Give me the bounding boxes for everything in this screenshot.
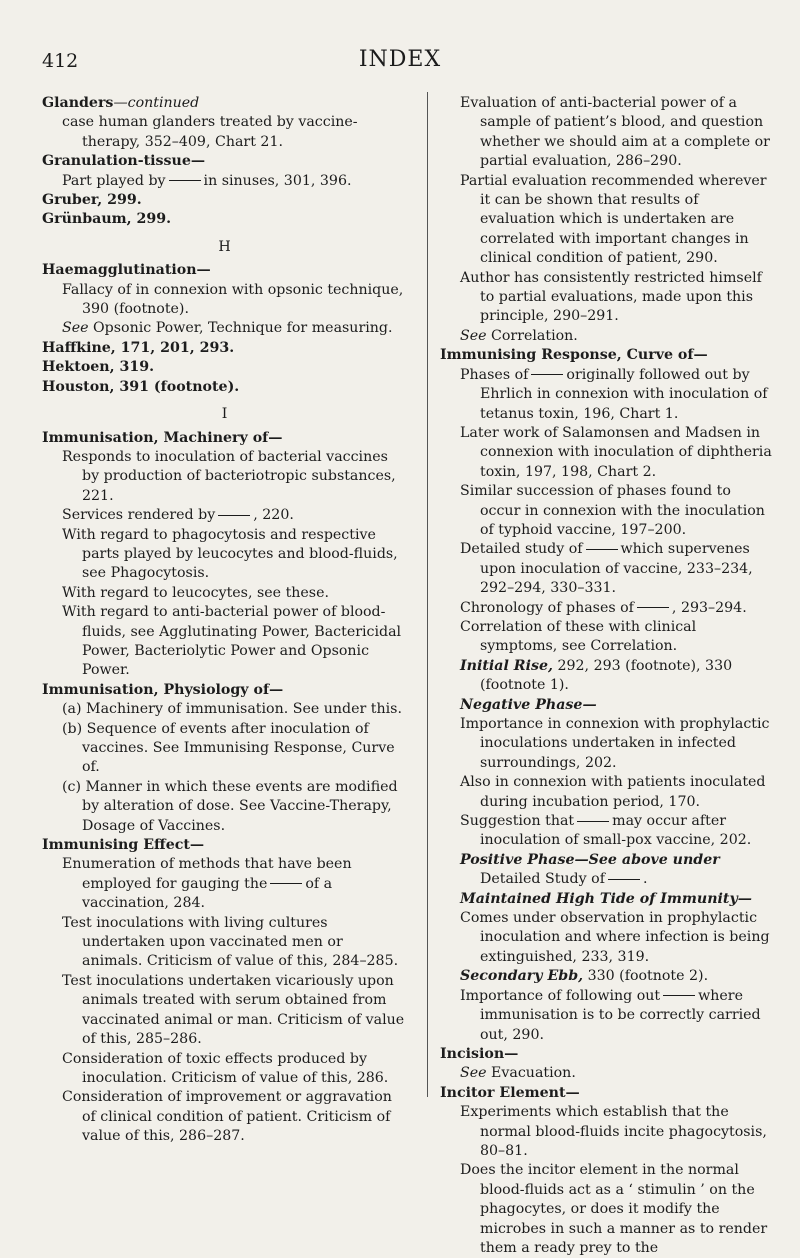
entry-text: Phases of bbox=[460, 366, 529, 383]
index-subentry bbox=[460, 172, 773, 269]
entry-text: Evacuation. bbox=[491, 1065, 576, 1082]
index-subentry bbox=[62, 172, 407, 191]
entry-text: may occur after inoculation of small-pox vaccine, 202. bbox=[480, 813, 752, 849]
entry-text: Chronology of phases of bbox=[460, 599, 634, 616]
entry-text: (a) Machinery of immunisation. See under this. bbox=[62, 701, 402, 718]
entry-text: Consideration of toxic effects produced by inoculation. Criticism of value of this, 286. bbox=[62, 1050, 389, 1086]
entry-text: Enumeration of methods that have been employed for gauging the bbox=[62, 856, 352, 892]
index-subentry bbox=[460, 482, 773, 540]
index-subheading: Positive Phase—See above under Detailed Study of . bbox=[460, 851, 720, 888]
entry-text: Immunising Response, Curve of— bbox=[440, 347, 708, 364]
index-subentry bbox=[62, 281, 407, 320]
entry-text: Gruber, 299. bbox=[42, 192, 142, 209]
index-subentry bbox=[460, 812, 773, 851]
index-subentry bbox=[460, 94, 773, 172]
entry-text: Part played by bbox=[62, 172, 166, 189]
entry-text: Suggestion that bbox=[460, 813, 575, 830]
index-subheading bbox=[460, 696, 773, 715]
entry-text: Immunisation, Physiology of— bbox=[42, 681, 284, 698]
index-subentry bbox=[62, 720, 407, 778]
index-heading bbox=[440, 1045, 773, 1064]
entry-text: Hektoen, 319. bbox=[42, 359, 155, 376]
index-subentry bbox=[460, 715, 773, 773]
index-subentry bbox=[62, 778, 407, 836]
entry-text: Consideration of improvement or aggravation of clinical condition of patient. Criticism of value of this, 286–287. bbox=[62, 1089, 392, 1145]
index-subentry bbox=[62, 1088, 407, 1146]
entry-text: Responds to inoculation of bacterial vaccines by production of bacteriotropic substances, 221. bbox=[62, 448, 396, 504]
ditto-dash bbox=[218, 515, 250, 516]
entry-text: Partial evaluation recommended wherever it can be shown that results of evaluation which is undertaken are correlated with important changes in clinical condition of patient, 290. bbox=[460, 172, 767, 267]
entry-text: See bbox=[62, 320, 89, 337]
entry-text: Fallacy of in connexion with opsonic technique, 390 (footnote). bbox=[62, 281, 404, 318]
entry-text: Importance of following out bbox=[460, 987, 661, 1004]
entry-text: With regard to leucocytes, see these. bbox=[62, 584, 329, 601]
entry-text: Incision— bbox=[440, 1045, 519, 1062]
index-heading bbox=[42, 339, 407, 358]
index-heading bbox=[42, 378, 407, 397]
entry-text: Initial Rise, bbox=[460, 657, 553, 674]
right-column bbox=[440, 94, 773, 1258]
index-subentry bbox=[460, 424, 773, 482]
entry-text: Granulation-tissue— bbox=[42, 153, 206, 170]
index-subentry bbox=[62, 1050, 407, 1089]
index-subentry bbox=[62, 113, 407, 152]
entry-text: Later work of Salamonsen and Madsen in connexion with inoculation of diphtheria toxin, 197, 198, Chart 2. bbox=[460, 424, 772, 480]
index-subentry bbox=[460, 269, 773, 327]
index-subentry bbox=[62, 584, 407, 603]
index-heading bbox=[42, 261, 407, 280]
entry-text: With regard to anti-bacterial power of blood-fluids, see Agglutinating Power, Bactericidal Power, Bacteriolytic Power and Opsonic Power. bbox=[62, 604, 402, 679]
entry-text: originally followed out by Ehrlich in connexion with inoculation of tetanus toxin, 196, Chart 1. bbox=[480, 366, 768, 422]
index-cross-reference bbox=[460, 1064, 773, 1083]
entry-text: case human glanders treated by vaccine-therapy, 352–409, Chart 21. bbox=[62, 114, 358, 150]
ditto-dash bbox=[637, 607, 669, 608]
entry-text: Maintained High Tide of Immunity— bbox=[460, 890, 752, 907]
entry-text: , 293–294. bbox=[671, 599, 747, 616]
index-subentry bbox=[460, 773, 773, 812]
index-subheading bbox=[460, 890, 773, 909]
page-number: 412 bbox=[42, 50, 79, 72]
ditto-dash bbox=[663, 995, 695, 996]
index-subentry bbox=[460, 1161, 773, 1258]
index-subentry bbox=[460, 1103, 773, 1161]
index-heading bbox=[42, 210, 407, 229]
entry-text: Test inoculations with living cultures undertaken upon vaccinated men or animals. Criticism of value of this, 284–285. bbox=[62, 914, 399, 970]
index-subentry bbox=[460, 987, 773, 1045]
index-subentry bbox=[62, 506, 407, 525]
index-subentry bbox=[62, 526, 407, 584]
index-subentry bbox=[62, 448, 407, 506]
index-heading bbox=[42, 94, 407, 113]
entry-text: Comes under observation in prophylactic inoculation and where infection is being extinguished, 233, 319. bbox=[460, 910, 770, 965]
index-subentry bbox=[460, 618, 773, 657]
index-subentry bbox=[62, 972, 407, 1050]
entry-text: 292, 293 (footnote), 330 (footnote 1). bbox=[480, 657, 733, 694]
entry-text: Detailed study of bbox=[460, 541, 583, 558]
index-heading bbox=[42, 429, 407, 448]
entry-text: Evaluation of anti-bacterial power of a sample of patient’s blood, and question whether we should aim at a complete or partial evaluation, 286–290. bbox=[460, 95, 770, 170]
entry-text: Detailed Study of bbox=[480, 871, 605, 888]
entry-text: Incitor Element— bbox=[440, 1084, 580, 1101]
entry-text: where immunisation is to be correctly carried out, 290. bbox=[480, 987, 761, 1043]
column-divider bbox=[427, 92, 428, 1097]
entry-text: Houston, 391 (footnote). bbox=[42, 378, 240, 395]
entry-text: Correlation. bbox=[491, 327, 578, 344]
entry-text: Negative Phase— bbox=[460, 696, 597, 713]
entry-text: Also in connexion with patients inoculated during incubation period, 170. bbox=[460, 774, 766, 810]
entry-text: See bbox=[460, 1065, 487, 1082]
entry-text: With regard to phagocytosis and respective parts played by leucocytes and blood-fluids, see Phagocytosis. bbox=[62, 526, 398, 582]
ditto-dash bbox=[270, 883, 302, 884]
entry-text: Services rendered by bbox=[62, 507, 216, 524]
ditto-dash bbox=[586, 549, 618, 550]
entry-text: Similar succession of phases found to occur in connexion with the inoculation of typhoid vaccine, 197–200. bbox=[460, 483, 765, 538]
entry-text: Glanders bbox=[42, 95, 114, 111]
entry-text: 330 (footnote 2). bbox=[587, 968, 709, 985]
entry-text: Haffkine, 171, 201, 293. bbox=[42, 339, 235, 356]
index-subentry bbox=[62, 914, 407, 972]
entry-text: Test inoculations undertaken vicariously upon animals treated with serum obtained from vaccinated animal or man. Criticism of value of this, 285–286. bbox=[62, 972, 405, 1048]
section-letter bbox=[42, 405, 407, 424]
entry-text: Immunisation, Machinery of— bbox=[42, 429, 283, 446]
ditto-dash bbox=[531, 374, 563, 375]
ditto-dash bbox=[608, 879, 640, 880]
entry-text: Positive Phase—See above under bbox=[460, 851, 720, 868]
index-subentry bbox=[460, 909, 773, 967]
entry-text: H bbox=[218, 238, 231, 255]
index-heading bbox=[42, 358, 407, 377]
entry-text: Grünbaum, 299. bbox=[42, 211, 172, 228]
index-subentry bbox=[460, 540, 773, 598]
entry-text: Haemagglutination— bbox=[42, 262, 211, 279]
ditto-dash bbox=[169, 180, 201, 181]
index-heading bbox=[42, 191, 407, 210]
index-subentry bbox=[62, 700, 407, 719]
index-subentry bbox=[62, 855, 407, 913]
entry-text: (b) Sequence of events after inoculation of vaccines. See Immunising Response, Curve of. bbox=[62, 720, 395, 776]
index-subheading bbox=[460, 657, 773, 696]
entry-text: (c) Manner in which these events are modified by alteration of dose. See Vaccine-Therapy, Dosage of Vaccines. bbox=[62, 778, 398, 834]
entry-text: Immunising Effect— bbox=[42, 837, 205, 854]
index-cross-reference bbox=[460, 327, 773, 346]
page-title: INDEX bbox=[358, 47, 442, 72]
index-heading bbox=[42, 681, 407, 700]
ditto-dash bbox=[577, 821, 609, 822]
entry-text: of a vaccination, 284. bbox=[82, 875, 333, 912]
index-heading bbox=[440, 1084, 773, 1103]
entry-text: Opsonic Power, Technique for measuring. bbox=[93, 320, 393, 337]
index-heading bbox=[42, 152, 407, 171]
index-subentry bbox=[62, 603, 407, 681]
entry-text: I bbox=[221, 406, 228, 423]
entry-text: Author has consistently restricted himself to partial evaluations, made upon this principle, 290–291. bbox=[460, 269, 762, 325]
entry-text: Importance in connexion with prophylactic inoculations undertaken in infected surroundings, 202. bbox=[460, 716, 770, 771]
entry-text: Correlation of these with clinical symptoms, see Correlation. bbox=[460, 618, 697, 655]
index-heading bbox=[440, 346, 773, 365]
index-subentry bbox=[460, 366, 773, 424]
entry-text: See bbox=[460, 327, 487, 344]
index-subentry bbox=[460, 599, 773, 618]
entry-text: in sinuses, 301, 396. bbox=[203, 172, 352, 189]
index-heading bbox=[42, 836, 407, 855]
index-cross-reference bbox=[62, 319, 407, 338]
entry-text: which supervenes upon inoculation of vaccine, 233–234, 292–294, 330–331. bbox=[480, 541, 753, 597]
section-letter bbox=[42, 238, 407, 257]
entry-text: , 220. bbox=[253, 507, 294, 524]
entry-text: Experiments which establish that the normal blood-fluids incite phagocytosis, 80–81. bbox=[460, 1104, 767, 1159]
entry-text: —continued bbox=[113, 95, 200, 111]
left-column bbox=[42, 94, 407, 1147]
entry-text: Does the incitor element in the normal blood-fluids act as a ‘ stimulin ’ on the phagocytes, or does it modify the microbes in such a manner as to render them a ready prey to the bbox=[460, 1162, 768, 1256]
index-subheading bbox=[460, 967, 773, 986]
entry-text: Secondary Ebb, bbox=[460, 968, 584, 985]
